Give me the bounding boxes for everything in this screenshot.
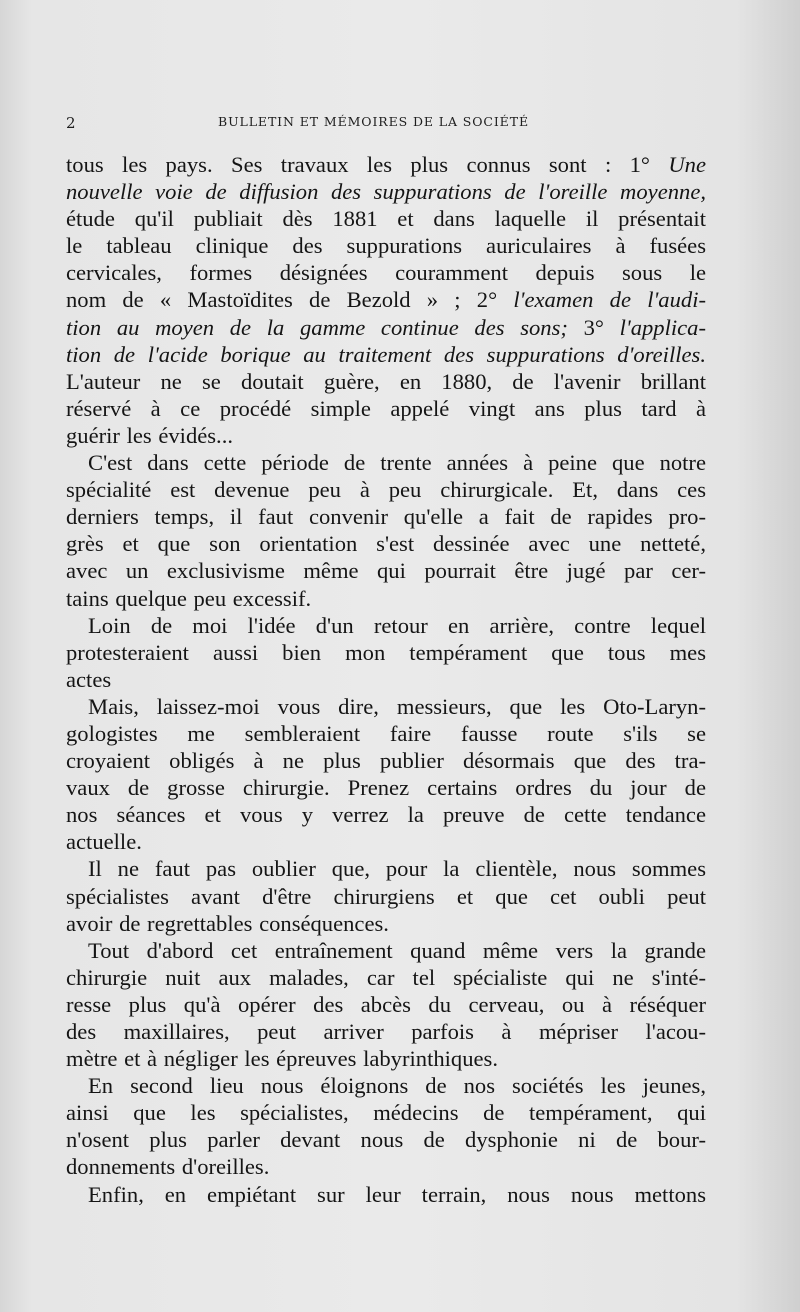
text-run: guérir les évidés... xyxy=(66,422,234,448)
text-run: chirurgie nuit aux malades, car tel spécialiste qui ne s'inté- xyxy=(66,964,706,990)
text-run: 3° xyxy=(567,314,620,340)
text-run: avec un exclusivisme même qui pourrait être jugé par cer- xyxy=(66,558,706,584)
text-line xyxy=(66,693,706,720)
text-run: croyaient obligés à ne plus publier désormais que des tra- xyxy=(66,748,706,774)
text-run: Enfin, en empiétant sur leur terrain, nous nous mettons xyxy=(88,1181,706,1207)
text-line xyxy=(66,1153,706,1180)
text-run: tains quelque peu excessif. xyxy=(66,585,312,611)
text-run: le tableau clinique des suppurations auriculaires à fusées xyxy=(66,233,706,259)
text-line xyxy=(66,232,706,259)
text-line xyxy=(66,720,706,747)
text-run: derniers temps, il faut convenir qu'elle a fait de rapides pro- xyxy=(66,504,706,530)
text-line xyxy=(66,991,706,1018)
paragraph xyxy=(66,937,706,1072)
text-run: n'osent plus parler devant nous de dysphonie ni de bour- xyxy=(66,1127,706,1153)
paragraph xyxy=(66,612,706,693)
text-line xyxy=(66,503,706,530)
text-run: C'est dans cette période de trente années à peine que notre xyxy=(88,450,706,476)
text-run: mètre et à négliger les épreuves labyrinthiques. xyxy=(66,1046,498,1072)
text-run: Il ne faut pas oublier que, pour la clientèle, nous sommes xyxy=(88,856,706,882)
text-run: grès et que son orientation s'est dessinée avec une netteté, xyxy=(66,531,706,557)
text-line xyxy=(66,1099,706,1126)
text-line xyxy=(66,368,706,395)
text-line xyxy=(66,801,706,828)
text-line xyxy=(66,747,706,774)
text-run: spécialité est devenue peu à peu chirurgicale. Et, dans ces xyxy=(66,477,706,503)
text-run: spécialistes avant d'être chirurgiens et que cet oubli peut xyxy=(66,883,706,909)
text-line xyxy=(66,855,706,882)
text-run: cervicales, formes désignées couramment depuis sous le xyxy=(66,260,706,286)
text-line xyxy=(66,585,706,612)
text-run: avoir de regrettables conséquences. xyxy=(66,910,389,936)
text-line xyxy=(66,1126,706,1153)
running-header xyxy=(66,114,666,134)
text-line xyxy=(66,910,706,937)
text-run: protesteraient aussi bien mon tempérament que tous mes xyxy=(66,639,706,665)
text-run: tous les pays. Ses travaux les plus connus sont : 1° xyxy=(66,152,669,177)
text-line xyxy=(66,395,706,422)
text-line xyxy=(66,1072,706,1099)
text-line xyxy=(66,178,706,205)
paragraph xyxy=(66,1072,706,1180)
italic-text: l'examen de l'audi- xyxy=(513,287,706,313)
text-run: resse plus qu'à opérer des abcès du cerveau, ou à réséquer xyxy=(66,991,706,1017)
italic-text: tion au moyen de la gamme continue des sons; xyxy=(66,314,568,340)
text-line xyxy=(66,964,706,991)
paragraph xyxy=(66,693,706,856)
text-line xyxy=(66,639,706,666)
text-run: nos séances et vous y verrez la preuve de cette tendance xyxy=(66,802,706,828)
text-line xyxy=(66,530,706,557)
page-number: 2 xyxy=(66,114,76,132)
text-run: actes xyxy=(66,666,112,692)
text-run: étude qu'il publiait dès 1881 et dans laquelle il présentait xyxy=(66,206,706,232)
text-line xyxy=(66,612,706,639)
text-line xyxy=(66,666,706,693)
text-line xyxy=(66,774,706,801)
text-run: réservé à ce procédé simple appelé vingt ans plus tard à xyxy=(66,395,706,421)
text-run: Mais, laissez-moi vous dire, messieurs, que les Oto-Laryn- xyxy=(88,693,706,719)
text-run: ainsi que les spécialistes, médecins de tempérament, qui xyxy=(66,1100,706,1126)
italic-text: Une xyxy=(668,152,706,177)
paragraph xyxy=(66,151,706,449)
text-line xyxy=(66,286,706,313)
text-line xyxy=(66,314,706,341)
text-line xyxy=(66,1045,706,1072)
paragraph xyxy=(66,855,706,936)
text-run: actuelle. xyxy=(66,829,142,855)
text-run: L'auteur ne se doutait guère, en 1880, de l'avenir brillant xyxy=(66,368,706,394)
italic-text: tion de l'acide borique au traitement des suppurations d'oreilles. xyxy=(66,341,706,367)
text-line xyxy=(66,422,706,449)
text-line xyxy=(66,259,706,286)
text-line xyxy=(66,449,706,476)
text-line xyxy=(66,476,706,503)
text-run: des maxillaires, peut arriver parfois à mépriser l'acou- xyxy=(66,1019,706,1044)
text-run: Tout d'abord cet entraînement quand même vers la grande xyxy=(88,937,706,963)
text-line xyxy=(66,151,706,178)
text-line xyxy=(66,341,706,368)
italic-text: nouvelle voie de diffusion des suppurations de l'oreille moyenne, xyxy=(66,179,706,205)
text-run: vaux de grosse chirurgie. Prenez certains ordres du jour de xyxy=(66,775,706,801)
paragraph xyxy=(66,449,706,612)
body-text xyxy=(66,151,706,1208)
text-line xyxy=(66,828,706,855)
text-line xyxy=(66,205,706,232)
italic-text: l'applica- xyxy=(619,314,706,340)
text-run: En second lieu nous éloignons de nos sociétés les jeunes, xyxy=(88,1073,706,1099)
text-line xyxy=(66,557,706,584)
text-line xyxy=(66,1181,706,1208)
text-line xyxy=(66,1018,706,1045)
text-run: Loin de moi l'idée d'un retour en arrière, contre lequel xyxy=(88,612,706,638)
paragraph xyxy=(66,1181,706,1208)
text-run: nom de « Mastoïdites de Bezold » ; 2° xyxy=(66,287,514,313)
text-run: donnements d'oreilles. xyxy=(66,1154,270,1180)
text-run: gologistes me sembleraient faire fausse route s'ils se xyxy=(66,720,706,746)
text-line xyxy=(66,937,706,964)
text-line xyxy=(66,883,706,910)
running-title: BULLETIN ET MÉMOIRES DE LA SOCIÉTÉ xyxy=(218,114,529,129)
